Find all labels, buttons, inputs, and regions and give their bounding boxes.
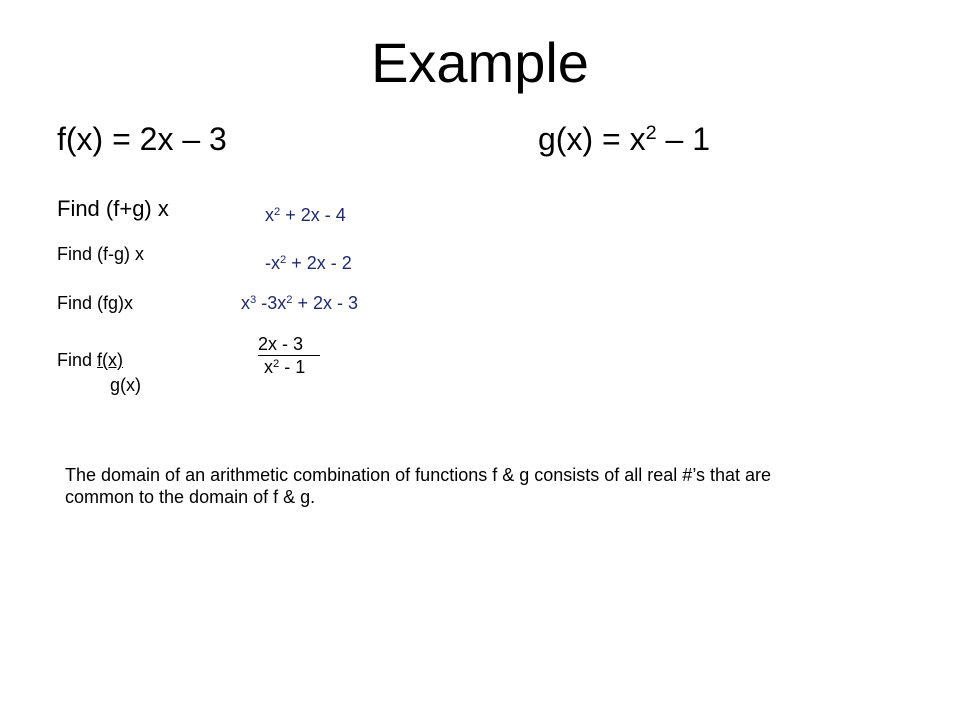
- answer-term: -x: [265, 253, 280, 273]
- quotient-prompt-numerator: f(x): [97, 350, 124, 370]
- domain-note: The domain of an arithmetic combination of functions f & g consists of all real #’s that are common to the domain of f & g.: [65, 465, 772, 507]
- problem-sum-prompt: Find (f+g) x: [57, 196, 169, 221]
- answer-term: + 2x - 3: [292, 293, 358, 313]
- problem-quotient-prompt: [57, 349, 123, 371]
- problem-product-prompt: Find (fg)x: [57, 293, 134, 313]
- answer-exponent: 2: [280, 253, 287, 266]
- slide-title: Example: [371, 31, 589, 94]
- quotient-prompt-denominator: g(x): [110, 375, 141, 395]
- answer-term: + 2x - 2: [286, 253, 352, 273]
- problem-difference-prompt: Find (f-g) x: [57, 244, 145, 264]
- answer-term: + 2x - 4: [280, 205, 346, 225]
- quotient-prompt-prefix: Find: [57, 350, 98, 370]
- f-definition: f(x) = 2x – 3: [57, 121, 227, 157]
- problem-sum-answer: [265, 204, 346, 226]
- answer-exponent: 2: [273, 357, 280, 370]
- answer-exponent: 3: [250, 293, 257, 306]
- problem-difference-answer: [265, 252, 352, 274]
- answer-term: x: [264, 357, 273, 377]
- answer-term: x: [241, 293, 250, 313]
- g-definition: [538, 119, 710, 159]
- answer-term: x: [265, 205, 274, 225]
- answer-term: -3x: [256, 293, 287, 313]
- problem-product-answer: [241, 292, 358, 314]
- g-definition-exponent: 2: [645, 122, 657, 145]
- quotient-answer-denominator: [264, 356, 305, 378]
- quotient-answer-numerator: 2x - 3: [258, 334, 304, 354]
- answer-term: - 1: [279, 357, 306, 377]
- g-definition-tail: – 1: [656, 121, 710, 157]
- answer-exponent: 2: [286, 293, 293, 306]
- answer-exponent: 2: [274, 205, 281, 218]
- g-definition-base: g(x) = x: [538, 121, 646, 157]
